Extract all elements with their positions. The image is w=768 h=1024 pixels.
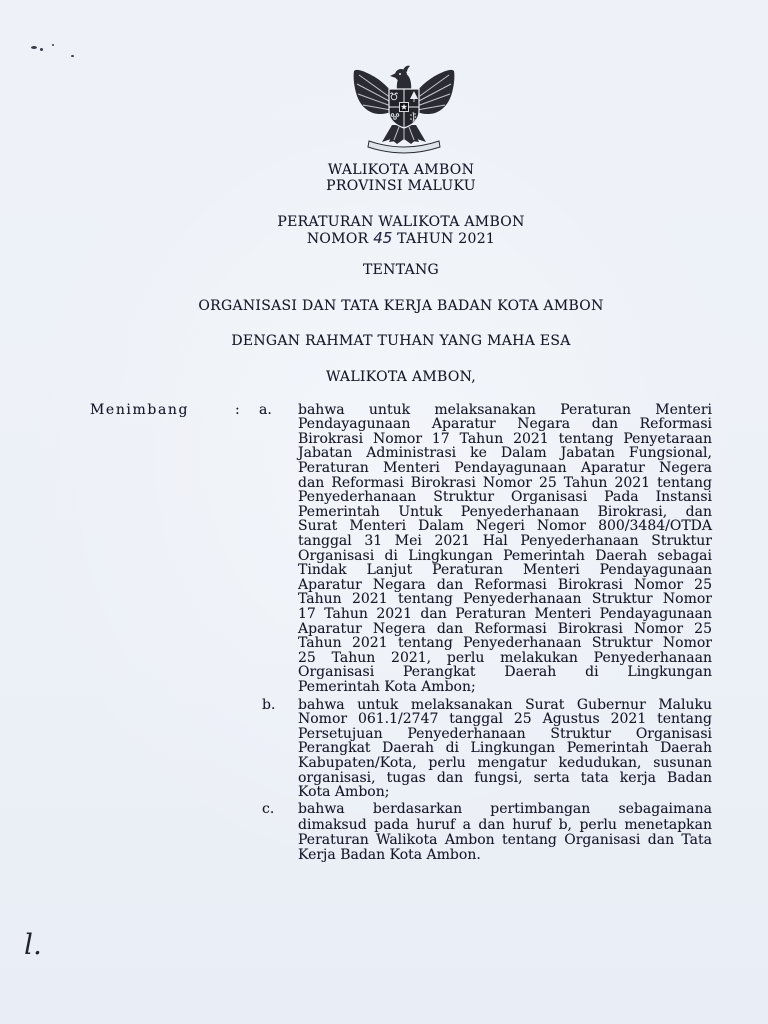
text-line: dimaksud pada huruf a dan huruf b, perlu menetapkan (298, 816, 712, 833)
text-line: organisasi, tugas dan fungsi, serta tata kerja Badan (298, 769, 712, 786)
regulation-number (100, 230, 702, 246)
text-line: Kota Ambon; (298, 784, 390, 801)
number-prefix: NOMOR (306, 231, 369, 247)
regulation-subject: ORGANISASI DAN TATA KERJA BADAN KOTA AMBON (198, 298, 604, 314)
text-line: Pendayagunaan Aparatur Negara dan Reformasi (298, 416, 712, 433)
text-line: Birokrasi Nomor 17 Tahun 2021 tentang Penyetaraan (298, 430, 712, 447)
province-title: PROVINSI MALUKU (326, 178, 476, 194)
scan-speck (31, 46, 37, 49)
text-line: Tahun 2021 tentang Penyederhanaan Struktur Nomor (298, 635, 712, 652)
beak (390, 73, 396, 78)
eye (399, 73, 401, 75)
text-line: Kabupaten/Kota, perlu mengatur kedudukan, susunan (298, 755, 712, 772)
text-line: bahwa untuk melaksanakan Peraturan Menteri (298, 401, 712, 418)
text-line: Organisasi di Lingkungan Pemerintah Daerah sebagai (298, 547, 712, 564)
item-marker: a. (259, 401, 272, 418)
considering-colon: : (235, 401, 240, 418)
scan-speck (40, 48, 43, 51)
text-line: 25 Tahun 2021, perlu melakukan Penyederhanaan (298, 649, 712, 666)
text-line: Nomor 061.1/2747 tanggal 25 Agustus 2021 tentang (298, 711, 712, 728)
text-line: Penyederhanaan Struktur Organisasi Pada Instansi (298, 489, 712, 506)
text-line: Persetujuan Penyederhanaan Struktur Organisasi (298, 725, 712, 742)
text-line: Pemerintah Kota Ambon; (298, 678, 476, 695)
text-line: tanggal 31 Mei 2021 Hal Penyederhanaan Struktur (298, 533, 712, 550)
item-marker: c. (262, 801, 275, 818)
text-line: Tindak Lanjut Peraturan Menteri Pendayagunaan (298, 562, 712, 579)
text-line: Perangkat Daerah di Lingkungan Pemerintah Daerah (298, 740, 712, 757)
handwritten-paraf: l. (24, 928, 42, 961)
considering-item-c (262, 801, 712, 863)
text-line: bahwa berdasarkan pertimbangan sebagaimana (298, 801, 712, 818)
considering-item-b (262, 696, 712, 801)
text-line: Jabatan Administrasi ke Dalam Jabatan Fungsional, (298, 445, 712, 462)
text-line: Aparatur Negera dan Reformasi Birokrasi Nomor 25 (298, 620, 712, 637)
text-line: 17 Tahun 2021 dan Peraturan Menteri Pendayagunaan (298, 606, 712, 622)
handwritten-number: 45 (373, 229, 393, 247)
scan-speck (52, 44, 54, 46)
invocation: DENGAN RAHMAT TUHAN YANG MAHA ESA (231, 333, 571, 349)
text-line: Aparatur Negara dan Reformasi Birokrasi Nomor 25 (298, 576, 712, 593)
text-line: Peraturan Walikota Ambon tentang Organisasi dan Tata (298, 831, 712, 848)
scan-speck (71, 55, 74, 57)
issuer-title: WALIKOTA AMBON (327, 162, 475, 178)
text-line: Peraturan Menteri Pendayagunaan Aparatur Negera (298, 460, 712, 477)
text-line: dan Reformasi Birokrasi Nomor 25 Tahun 2021 tentang (298, 474, 712, 491)
text-line: Tahun 2021 tentang Penyederhanaan Struktur Nomor (298, 591, 712, 608)
item-marker: b. (262, 696, 276, 713)
regulation-title: PERATURAN WALIKOTA AMBON (277, 214, 525, 230)
number-year: TAHUN 2021 (397, 231, 496, 247)
text-line: Kerja Badan Kota Ambon. (298, 846, 481, 863)
issuer-line: WALIKOTA AMBON, (325, 369, 477, 385)
text-line: Surat Menteri Dalam Negeri Nomor 800/3484/OTDA (298, 518, 712, 535)
text-line: Organisasi Perangkat Daerah di Lingkungan (298, 664, 712, 681)
ribbon (368, 141, 440, 153)
text-line: Pemerintah Untuk Penyederhanaan Birokrasi, dan (298, 503, 712, 520)
text-line: bahwa untuk melaksanakan Surat Gubernur Maluku (298, 696, 712, 713)
considering-item-a (259, 401, 712, 695)
considering-label: Menimbang (90, 401, 190, 418)
about-label: TENTANG (362, 262, 440, 278)
garuda-emblem (349, 63, 459, 155)
